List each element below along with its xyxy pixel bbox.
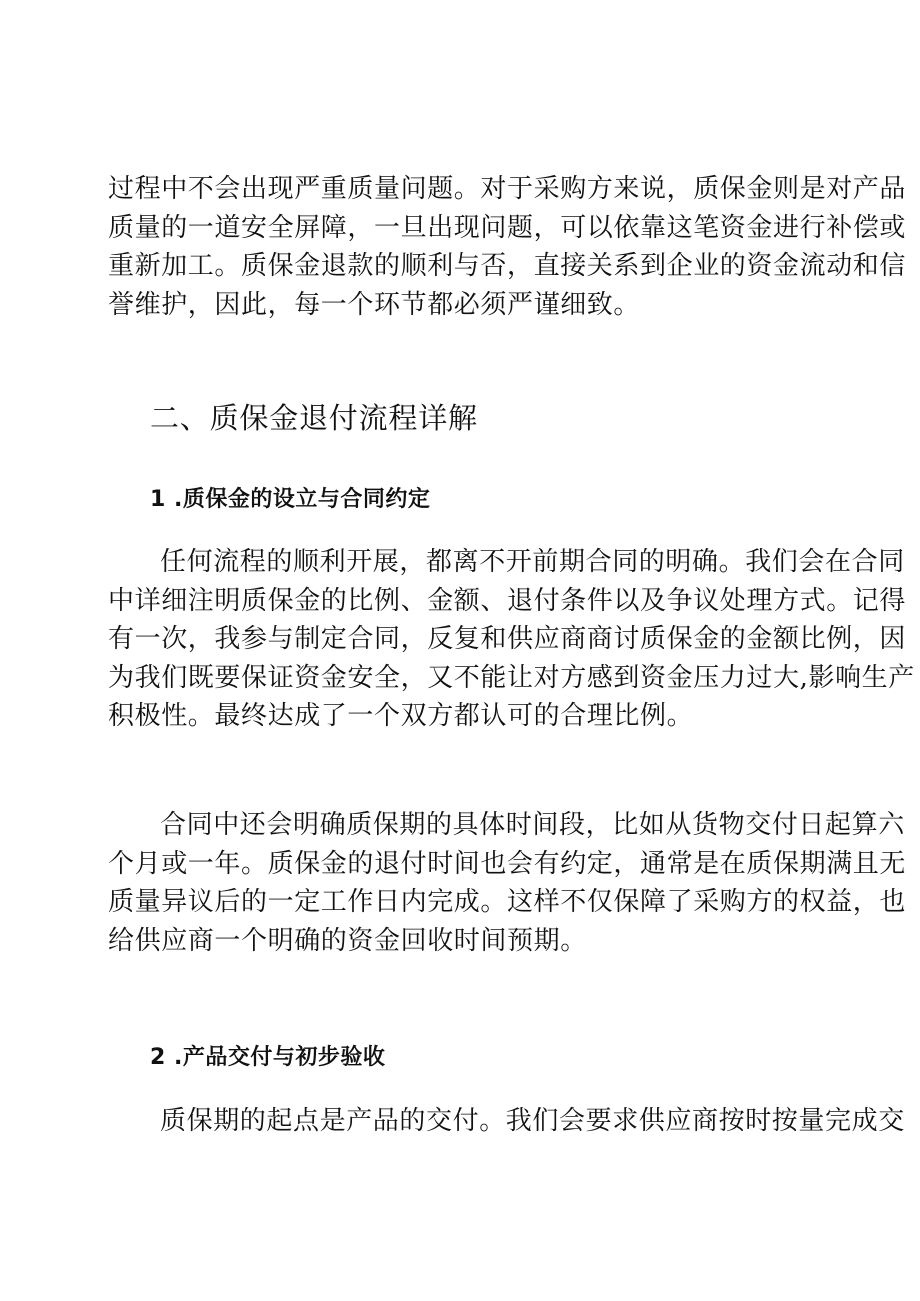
subsection-1-paragraph-2 <box>108 806 907 960</box>
section-heading: 二、质保金退付流程详解 <box>150 401 478 435</box>
text-line: 质保期的起点是产品的交付。我们会要求供应商按时按量完成交 <box>160 1106 905 1136</box>
text-line: 积极性。最终达成了一个双方都认可的合理比例。 <box>108 701 694 731</box>
text-line: 重新加工。质保金退款的顺利与否，直接关系到企业的资金流动和信 <box>108 251 907 281</box>
subsection-heading-1: 1 .质保金的设立与合同约定 <box>150 487 431 512</box>
text-line: 中详细注明质保金的比例、金额、退付条件以及争议处理方式。记得 <box>108 585 907 616</box>
text-line: 个月或一年。质保金的退付时间也会有约定，通常是在质保期满且无 <box>108 848 907 879</box>
text-line: 有一次，我参与制定合同，反复和供应商商讨质保金的金额比例，因 <box>108 624 907 654</box>
text-line: 过程中不会出现严重质量问题。对于采购方来说，质保金则是对产品 <box>108 174 907 204</box>
text-line: 任何流程的顺利开展，都离不开前期合同的明确。我们会在合同 <box>160 547 905 577</box>
text-line: 誉维护，因此，每一个环节都必须严谨细致。 <box>108 289 641 320</box>
text-line: 质量的一道安全屏障，一旦出现问题，可以依靠这笔资金进行补偿或 <box>108 212 907 243</box>
text-line: 质量异议后的一定工作日内完成。这样不仅保障了采购方的权益，也 <box>108 887 907 917</box>
text-line: 合同中还会明确质保期的具体时间段，比如从货物交付日起算六 <box>160 810 905 840</box>
subsection-2-paragraph-1 <box>108 1102 905 1141</box>
text-line: 给供应商一个明确的资金回收时间预期。 <box>108 925 587 956</box>
subsection-1-paragraph-1 <box>108 543 915 736</box>
text-line: 为我们既要保证资金安全，又不能让对方感到资金压力过大,影响生产 <box>108 662 915 693</box>
intro-paragraph <box>108 170 907 324</box>
subsection-heading-2: 2 .产品交付与初步验收 <box>150 1045 386 1070</box>
